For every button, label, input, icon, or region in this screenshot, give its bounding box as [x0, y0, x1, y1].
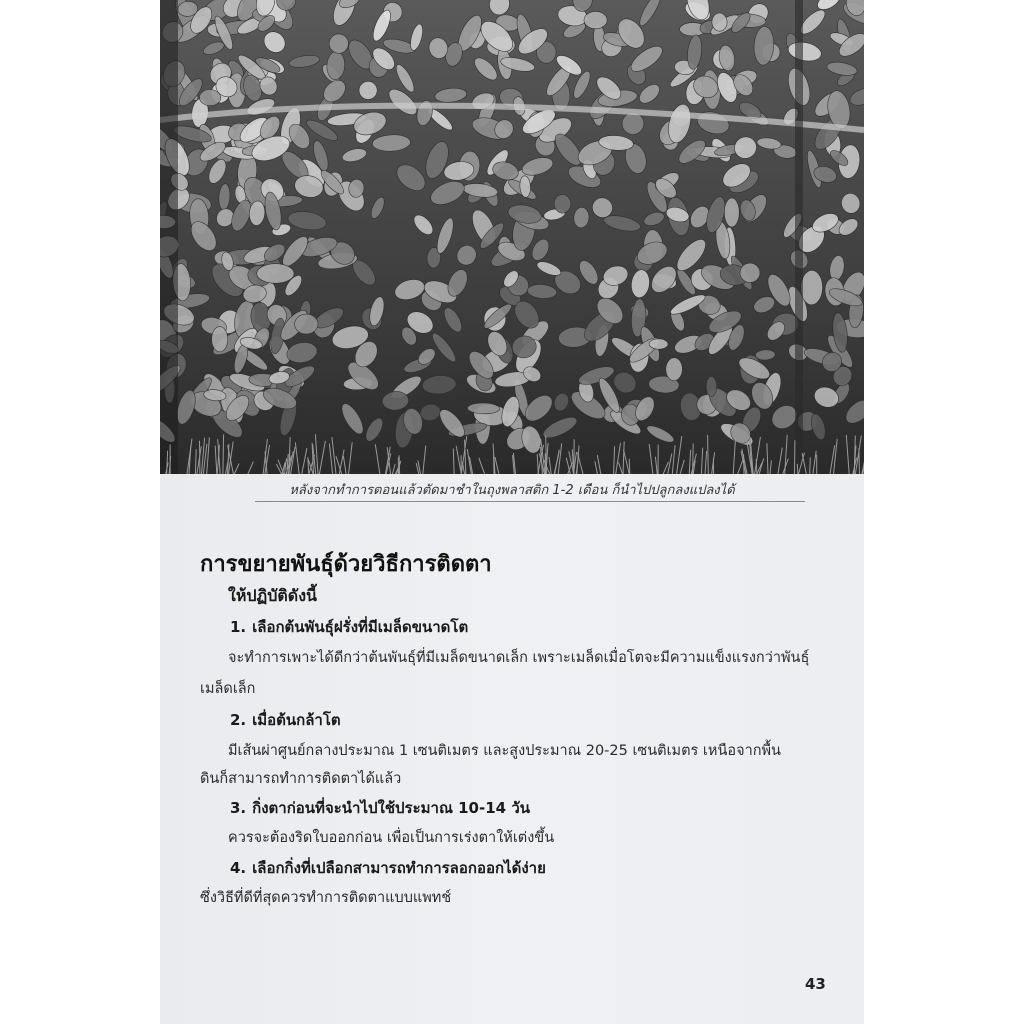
item-1-body-line-1: จะทำการเพาะได้ดีกว่าต้นพันธุ์ที่มีเมล็ดขนาดเล็ก เพราะเมล็ดเมื่อโตจะมีความแข็งแรงกว่าพันธุ์	[228, 650, 810, 666]
item-1-title	[230, 615, 468, 639]
leaf-shape	[584, 11, 607, 28]
leaf-shape	[724, 198, 739, 227]
item-4-title	[230, 856, 546, 880]
item-4-title-text: เลือกกิ่งที่เปลือกสามารถทำการลอกออกได้ง่าย	[252, 859, 546, 877]
photo-caption: หลังจากทำการตอนแล้วตัดมาชำในถุงพลาสติก 1-2 เดือน ก็นำไปปลูกลงแปลงได้	[289, 483, 735, 498]
caption-divider	[255, 501, 805, 502]
leaf-shape	[712, 13, 728, 32]
item-2-title	[230, 708, 341, 732]
item-3-title-text: กิ่งตาก่อนที่จะนำไปใช้ประมาณ 10-14 วัน	[252, 799, 530, 817]
grass-blade	[859, 448, 860, 474]
page-number: 43	[805, 975, 826, 993]
grass-blade	[708, 435, 709, 474]
item-2-title-text: เมื่อต้นกล้าโต	[252, 711, 341, 729]
item-3-body-line-1: ควรจะต้องริดใบออกก่อน เพื่อเป็นการเร่งตาให้เต่งขึ้น	[228, 830, 555, 846]
leaf-shape	[212, 327, 228, 352]
grass-blade	[797, 464, 798, 474]
grass-blade	[629, 459, 630, 474]
grass-blade	[693, 444, 694, 475]
item-2-number: 2.	[230, 711, 247, 729]
leaf-field-image	[160, 0, 864, 474]
item-1-body-line-2: เมล็ดเล็ก	[200, 681, 256, 697]
item-4-number: 4.	[230, 859, 247, 877]
item-1-title-text: เลือกต้นพันธุ์ฝรั่งที่มีเมล็ดขนาดโต	[252, 618, 469, 636]
item-3-title	[230, 796, 530, 820]
leaf-shape	[649, 339, 668, 350]
grass-blade	[810, 457, 811, 474]
section-heading: การขยายพันธุ์ด้วยวิธีการติดตา	[200, 552, 492, 577]
item-1-number: 1.	[230, 618, 247, 636]
seedling-nursery-photo	[160, 0, 864, 474]
grass-blade	[223, 434, 224, 474]
leaf-shape	[666, 358, 683, 381]
item-2-body-line-2: ดินก็สามารถทำการติดตาได้แล้ว	[200, 771, 402, 787]
section-intro: ให้ปฏิบัติดังนี้	[228, 586, 317, 605]
leaf-shape	[706, 376, 717, 396]
grass-blade	[399, 455, 400, 474]
book-page	[160, 0, 864, 1024]
grass-blade	[756, 459, 757, 474]
item-2-body-line-1: มีเส้นผ่าศูนย์กลางประมาณ 1 เซนติเมตร และสูงประมาณ 20-25 เซนติเมตร เหนือจากพื้น	[228, 743, 781, 759]
leaf-shape	[294, 314, 318, 334]
item-3-number: 3.	[230, 799, 247, 817]
leaf-shape	[257, 264, 294, 284]
item-4-body-line-1: ซึ่งวิธีที่ดีที่สุดควรทำการติดตาแบบแพทช์	[200, 890, 452, 906]
leaf-shape	[800, 270, 822, 305]
